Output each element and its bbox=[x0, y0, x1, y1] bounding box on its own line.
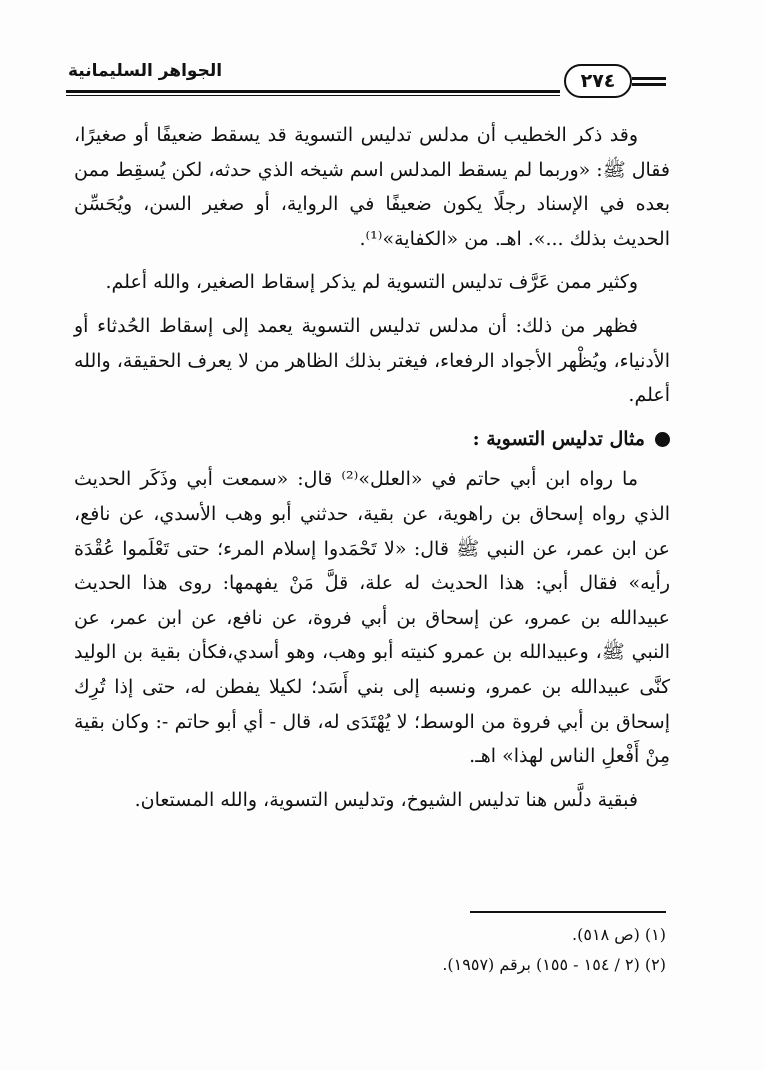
paragraph-small-omission: وكثير ممن عَرَّف تدليس التسوية لم يذكر إسقاط الصغير، والله أعلم. bbox=[105, 271, 638, 294]
section-heading bbox=[74, 422, 670, 457]
header-rule-right-2 bbox=[632, 83, 666, 86]
header-rule-thin bbox=[66, 95, 560, 96]
bullet-icon bbox=[655, 432, 670, 447]
section-heading-text: مثال تدليس التسوية : bbox=[472, 427, 645, 450]
header-rule-right bbox=[632, 77, 666, 80]
book-title: الجواهر السليمانية bbox=[68, 61, 223, 81]
page-number: ٢٧٤ bbox=[564, 64, 632, 98]
header-rule bbox=[66, 90, 560, 93]
footnote-2: (٢) (٢ / ١٥٤ - ١٥٥) برقم (١٩٥٧). bbox=[442, 955, 666, 974]
footnote-separator bbox=[470, 911, 666, 913]
paragraph-final: فبقية دلَّس هنا تدليس الشيوخ، وتدليس التسوية، والله المستعان. bbox=[134, 788, 638, 811]
footnote-1: (١) (ص ٥١٨). bbox=[572, 925, 666, 944]
paragraph-example: ما رواه ابن أبي حاتم في «العلل»⁽²⁾ قال: «سمعت أبي وذَكَر الحديث الذي رواه إسحاق بن راهوية، عن بقية، حدثني أبو وهب الأسدي، عن نافع، عن ابن عمر، عن النبي ﷺ قال: «لا تَحْمَدوا إسلام المرء؛ حتى تَعْلَموا عُقْدَة رأيه» فقال أبي: هذا الحديث له علة، قلَّ مَنْ يفهمها: روى هذا الحديث عبيدالله بن عمرو، عن إسحاق بن أبي فروة، عن نافع، عن ابن عمر، عن النبي ﷺ، وعبيدالله بن عمرو كنيته أبو وهب، وهو أسدي،فكأن بقية بن الوليد كنَّى عبيدالله بن عمرو، ونسبه إلى بني أَسَد؛ لكيلا يفطن له، حتى إذا تُرِك إسحاق بن أبي فروة من الوسط؛ لا يُهْتَدَى له، قال - أي أبو حاتم -: وكان بقية مِنْ أَفْعلِ الناس لهذا» اهـ. bbox=[74, 468, 670, 768]
page-body bbox=[74, 118, 670, 826]
paragraph-conclusion: فظهر من ذلك: أن مدلس تدليس التسوية يعمد إلى إسقاط الحُدثاء أو الأدنياء، ويُظْهر الأجواد الرفعاء، فيغتر بذلك الظاهر من لا يعرف الحقيقة، والله أعلم. bbox=[74, 314, 670, 407]
page-header bbox=[66, 55, 666, 105]
footnotes bbox=[200, 920, 666, 980]
paragraph-khatib: وقد ذكر الخطيب أن مدلس تدليس التسوية قد يسقط ضعيفًا أو صغيرًا، فقال ﷺ: «وربما لم يسقط المدلس اسم شيخه الذي حدثه، لكن يُسقِط ممن بعده في الإسناد رجلًا يكون ضعيفًا في الرواية، أو صغير السن، ويُحَسِّن الحديث بذلك ...». اهـ. من «الكفاية»⁽¹⁾. bbox=[74, 124, 670, 250]
